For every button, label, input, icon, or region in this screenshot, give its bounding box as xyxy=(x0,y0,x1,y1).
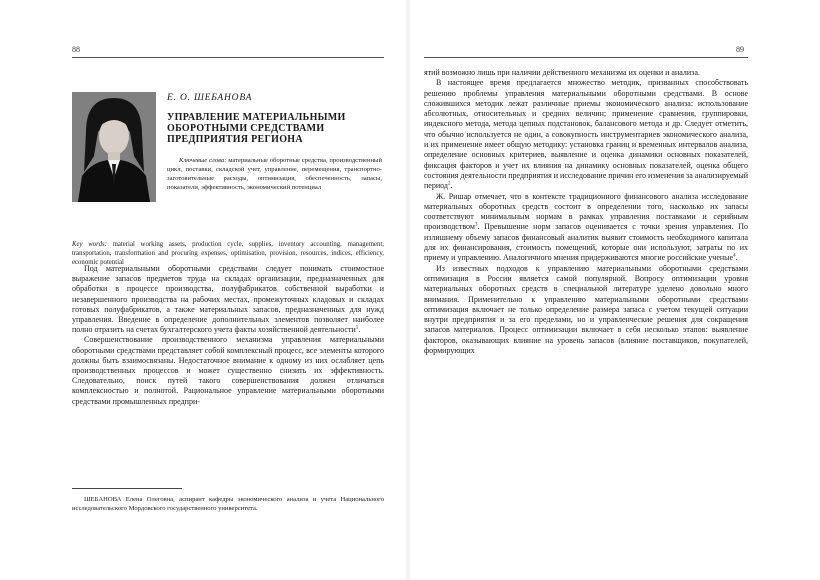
keywords-en xyxy=(72,240,384,267)
page-number-right: 89 xyxy=(736,45,744,54)
author-footnote: ШЕБАНОВА Елена Олеговна, аспирант кафедры экономического анализа и учета Национального исследовательского Мордовского государственного университета. xyxy=(72,496,384,512)
keywords-ru-label: Ключевые слова: xyxy=(179,157,227,164)
footnote-ref: 2 xyxy=(447,181,451,187)
paragraph: В настоящее время предлагается множество методик, призванных способствовать решению проблемы управления материальными оборотными средствами. В основе сложившихся методик лежат различные приемы экономического анализа: использование абсолютных, относительных и средних величин; применение сравнения, группировки, индексного метода, метода цепных подстановок, балансового метода и др. Следует отметить, что обычно используется не один, а совокупность инструментариев экономического анализа, и их применение имеет общую методику: установка границ и временных интервалов анализа, определение основных критериев, выявление и оценка динамики основных показателей, фиксация факторов и учет их влияния на динамику основных показателей, оценка общего состояния деятельности предприятия и исследование причин его изменения за анализируемый период$^2$. xyxy=(424,78,748,191)
paragraph: Из известных подходов к управлению материальными оборотными средствами оптимизация в России является самой популярной. Вопросу оптимизации уровня материальных оборотных средств в специальной литературе уделено довольно много внимания. Применительно к управлению материальными оборотными средствами оптимизация включает не только определение размера запаса с учетом текущей ситуации внутри предприятия и за его пределами, но и управленческие решения для сокращения запасов материалов. Процесс оптимизации включает в себя несколько этапов: выявление факторов, оказывающих влияние на уровень запасов (влияние поставщиков, покупателей, формирующих xyxy=(424,263,748,356)
author-name: Е. О. ШЕБАНОВА xyxy=(167,93,253,103)
page-number-left: 88 xyxy=(72,45,80,54)
header-rule-right xyxy=(424,57,748,58)
keywords-ru xyxy=(167,156,382,192)
author-photo xyxy=(72,92,156,202)
footnote-ref: 4 xyxy=(733,253,736,259)
footnote-ref: 3 xyxy=(474,222,478,228)
keywords-en-text: material working assets, production cycle, supplies, inventory accounting, management, transportation, transformation and procuring expenses, optimisation, provision, resources, indices, efficiency, economic potential xyxy=(72,241,384,266)
paragraph-continuation: ятий возможно лишь при наличии действенного механизма их оценки и анализа. xyxy=(424,68,700,77)
paragraph: Ж. Ришар отмечает, что в контексте традиционного финансового анализа исследование материальных оборотных средств состоит в определении того, насколько их запасы соответствуют минимальным нормам в рамках управления поставками и серийным производством$^3$. Превышение норм запасов оценивается с точки зрения управления. По излишнему объему запасов финансовый аналитик выявит стоимость необходимого капитала для их финансирования, стоимость помещений, которые они используют, затраты по их приему и управлению. Аналогичного мнения придерживаются многие российские ученые$^4$. xyxy=(424,191,748,263)
keywords-ru-text: материальные оборотные средства, производственный цикл, поставки, складской учет, управление, перемещения, транспортно-заготовительные расходы, оптимизация, обеспеченность, запасы, показатели, эффективность, экономический потенциал xyxy=(167,157,383,191)
keywords-en-label: Key words: xyxy=(72,241,107,248)
paragraph: Под материальными оборотными средствами следует понимать стоимостное выражение запасов предметов труда на складах организации, предназначенных для обработки в процессе производства, полуфабрикатов собственной выработки и незавершенного производства на рабочих местах, промежуточных кладовых и складах готовых полуфабрикатов, а также материальных запасов, предназначенных для нужд управления. Введение в определение дополнительных элементов позволяет наиболее полно отразить на счетах бухгалтерского учета факты хозяйственной деятельности$^1$. xyxy=(72,264,384,335)
body-text-right xyxy=(424,68,748,356)
article-title: УПРАВЛЕНИЕ МАТЕРИАЛЬНЫМИ ОБОРОТНЫМИ СРЕДСТВАМИ ПРЕДПРИЯТИЯ РЕГИОНА xyxy=(167,112,346,145)
paragraph: Совершенствование производственного механизма управления материальными оборотными средствами представляет собой комплексный процесс, все элементы которого должны быть взаимосвязаны. Недостаточное внимание к одному из них ослабляет цепь производственных процессов и может существенно снизить их эффективность. Следовательно, поиск путей такого совершенствования должен отличаться комплексностью и полнотой. Рациональное управление материальными оборотными средствами промышленных предпри- xyxy=(72,335,384,406)
footnote-ref: 1 xyxy=(355,325,359,331)
footnote-rule xyxy=(72,488,182,489)
body-text-left xyxy=(72,264,384,407)
header-rule-left xyxy=(72,57,384,58)
